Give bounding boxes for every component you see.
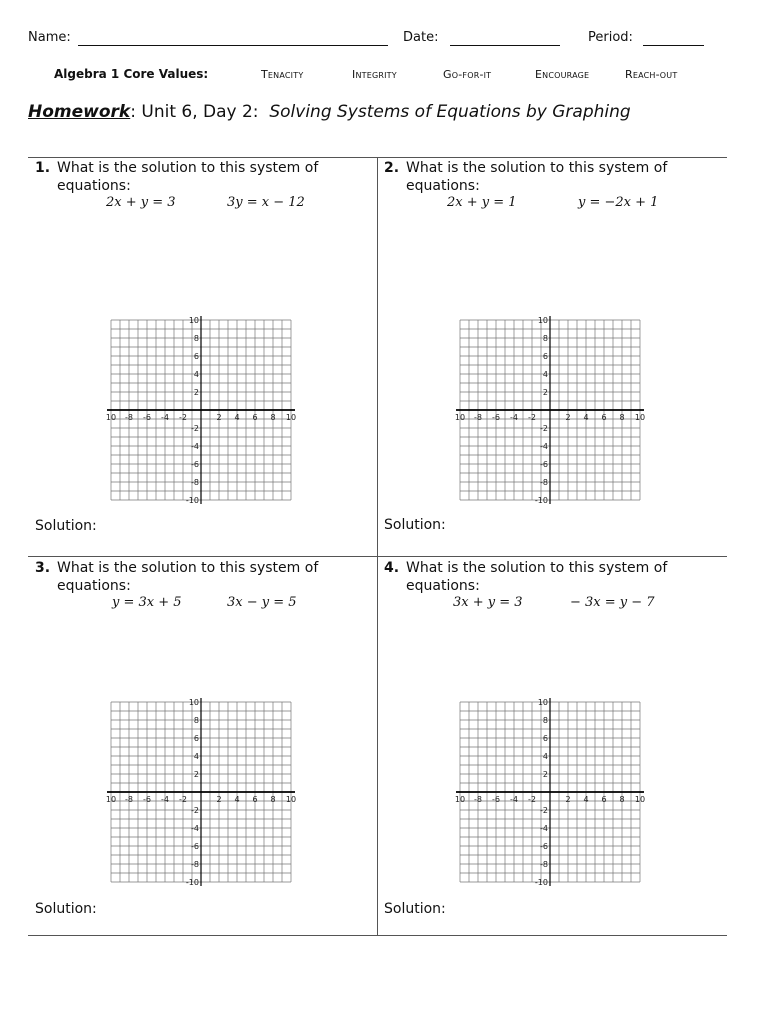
problem-2-equation-2: y = −2x + 1 xyxy=(578,195,659,210)
y-tick-label: -10 xyxy=(185,878,199,887)
y-tick-label: -4 xyxy=(191,824,199,833)
problem-1-solution-label: Solution: xyxy=(35,518,97,534)
coordinate-grid-svg[interactable] xyxy=(456,698,644,886)
coordinate-grid-svg[interactable] xyxy=(107,698,295,886)
y-tick-label: 2 xyxy=(542,770,548,779)
y-tick-label: 2 xyxy=(542,388,548,397)
x-tick-label: 2 xyxy=(565,413,571,422)
x-tick-label: 10 xyxy=(285,795,297,804)
problem-3-question: What is the solution to this system of equations: xyxy=(57,560,319,594)
x-tick-label: -8 xyxy=(474,795,482,804)
x-tick-label: 10 xyxy=(285,413,297,422)
y-tick-label: -6 xyxy=(191,842,199,851)
problem-3-coordinate-grid[interactable] xyxy=(107,698,295,890)
x-tick-label: -6 xyxy=(492,795,500,804)
core-value-integrity: Integrity xyxy=(352,68,397,81)
x-tick-label: 10 xyxy=(105,795,117,804)
y-tick-label: -4 xyxy=(540,442,548,451)
y-tick-label: 10 xyxy=(537,316,548,325)
x-tick-label: -8 xyxy=(125,413,133,422)
x-tick-label: -4 xyxy=(510,795,518,804)
y-tick-label: 6 xyxy=(542,352,548,361)
table-column-divider xyxy=(377,157,378,936)
x-tick-label: -4 xyxy=(161,413,169,422)
date-label: Date: xyxy=(403,30,439,45)
problem-1-number: 1. xyxy=(35,160,51,176)
homework-label: Homework xyxy=(28,102,131,122)
x-tick-label: 10 xyxy=(454,413,466,422)
unit-label: Unit 6, Day 2: xyxy=(135,102,259,122)
coordinate-grid-svg[interactable] xyxy=(456,316,644,504)
topic-label: Solving Systems of Equations by Graphing xyxy=(269,102,631,122)
y-tick-label: -4 xyxy=(540,824,548,833)
y-tick-label: 6 xyxy=(193,734,199,743)
y-tick-label: 6 xyxy=(193,352,199,361)
x-tick-label: 8 xyxy=(270,413,276,422)
x-tick-label: 4 xyxy=(583,413,589,422)
problem-4-coordinate-grid[interactable] xyxy=(456,698,644,890)
x-tick-label: 4 xyxy=(583,795,589,804)
problem-1-equation-1: 2x + y = 3 xyxy=(106,195,176,210)
y-tick-label: -4 xyxy=(191,442,199,451)
x-tick-label: -2 xyxy=(179,795,187,804)
x-tick-label: -4 xyxy=(161,795,169,804)
x-tick-label: -8 xyxy=(125,795,133,804)
y-tick-label: 4 xyxy=(542,752,548,761)
problem-4-equation-1: 3x + y = 3 xyxy=(453,595,523,610)
y-tick-label: -2 xyxy=(191,424,199,433)
core-value-encourage: Encourage xyxy=(535,68,590,81)
y-tick-label: 8 xyxy=(193,716,199,725)
x-tick-label: 10 xyxy=(105,413,117,422)
x-tick-label: -2 xyxy=(528,795,536,804)
x-tick-label: -6 xyxy=(143,795,151,804)
y-tick-label: -8 xyxy=(540,860,548,869)
problem-1-question: What is the solution to this system of equations: xyxy=(57,160,319,194)
problem-1-coordinate-grid[interactable] xyxy=(107,316,295,508)
y-tick-label: 8 xyxy=(542,716,548,725)
y-tick-label: 4 xyxy=(193,752,199,761)
problem-4-question: What is the solution to this system of equations: xyxy=(406,560,668,594)
x-tick-label: -2 xyxy=(179,413,187,422)
y-tick-label: -6 xyxy=(191,460,199,469)
x-tick-label: 2 xyxy=(565,795,571,804)
x-tick-label: 10 xyxy=(454,795,466,804)
y-tick-label: -8 xyxy=(191,478,199,487)
y-tick-label: -2 xyxy=(540,424,548,433)
y-tick-label: -2 xyxy=(191,806,199,815)
y-tick-label: 2 xyxy=(193,770,199,779)
y-tick-label: 6 xyxy=(542,734,548,743)
problem-1-equation-2: 3y = x − 12 xyxy=(227,195,305,210)
x-tick-label: 6 xyxy=(252,413,258,422)
x-tick-label: 10 xyxy=(634,795,646,804)
x-tick-label: -4 xyxy=(510,413,518,422)
x-tick-label: 6 xyxy=(252,795,258,804)
date-field[interactable] xyxy=(450,45,560,46)
problem-4-number: 4. xyxy=(384,560,400,576)
y-tick-label: 4 xyxy=(542,370,548,379)
problem-3-solution-label: Solution: xyxy=(35,901,97,917)
x-tick-label: 2 xyxy=(216,795,222,804)
y-tick-label: -10 xyxy=(534,496,548,505)
problem-2-solution-label: Solution: xyxy=(384,517,446,533)
problem-4-equation-2: − 3x = y − 7 xyxy=(570,595,655,610)
period-label: Period: xyxy=(588,30,633,45)
y-tick-label: -8 xyxy=(191,860,199,869)
x-tick-label: -6 xyxy=(492,413,500,422)
x-tick-label: 4 xyxy=(234,413,240,422)
core-value-go-for-it: Go-for-it xyxy=(443,68,492,81)
name-label: Name: xyxy=(28,30,71,45)
x-tick-label: 6 xyxy=(601,413,607,422)
problem-2-number: 2. xyxy=(384,160,400,176)
y-tick-label: -10 xyxy=(534,878,548,887)
problem-2-coordinate-grid[interactable] xyxy=(456,316,644,508)
core-values-label: Algebra 1 Core Values: xyxy=(54,67,209,81)
core-value-reach-out: Reach-out xyxy=(625,68,678,81)
x-tick-label: 2 xyxy=(216,413,222,422)
x-tick-label: 6 xyxy=(601,795,607,804)
problem-3-equation-2: 3x − y = 5 xyxy=(227,595,297,610)
problem-4-solution-label: Solution: xyxy=(384,901,446,917)
core-value-tenacity: Tenacity xyxy=(261,68,304,81)
problem-3-equation-1: y = 3x + 5 xyxy=(112,595,182,610)
period-field[interactable] xyxy=(643,45,704,46)
x-tick-label: 4 xyxy=(234,795,240,804)
x-tick-label: 8 xyxy=(270,795,276,804)
x-tick-label: 10 xyxy=(634,413,646,422)
y-tick-label: 10 xyxy=(537,698,548,707)
y-tick-label: 10 xyxy=(188,698,199,707)
y-tick-label: -6 xyxy=(540,842,548,851)
y-tick-label: 2 xyxy=(193,388,199,397)
x-tick-label: -2 xyxy=(528,413,536,422)
x-tick-label: -8 xyxy=(474,413,482,422)
x-tick-label: -6 xyxy=(143,413,151,422)
y-tick-label: 8 xyxy=(542,334,548,343)
x-tick-label: 8 xyxy=(619,413,625,422)
problem-2-equation-1: 2x + y = 1 xyxy=(447,195,517,210)
name-field[interactable] xyxy=(78,45,388,46)
y-tick-label: 8 xyxy=(193,334,199,343)
y-tick-label: -8 xyxy=(540,478,548,487)
problem-3-number: 3. xyxy=(35,560,51,576)
page-title xyxy=(28,102,631,122)
problem-2-question: What is the solution to this system of equations: xyxy=(406,160,668,194)
y-tick-label: -10 xyxy=(185,496,199,505)
y-tick-label: -6 xyxy=(540,460,548,469)
x-tick-label: 8 xyxy=(619,795,625,804)
coordinate-grid-svg[interactable] xyxy=(107,316,295,504)
title-colon: : xyxy=(130,102,136,122)
y-tick-label: 4 xyxy=(193,370,199,379)
y-tick-label: 10 xyxy=(188,316,199,325)
y-tick-label: -2 xyxy=(540,806,548,815)
